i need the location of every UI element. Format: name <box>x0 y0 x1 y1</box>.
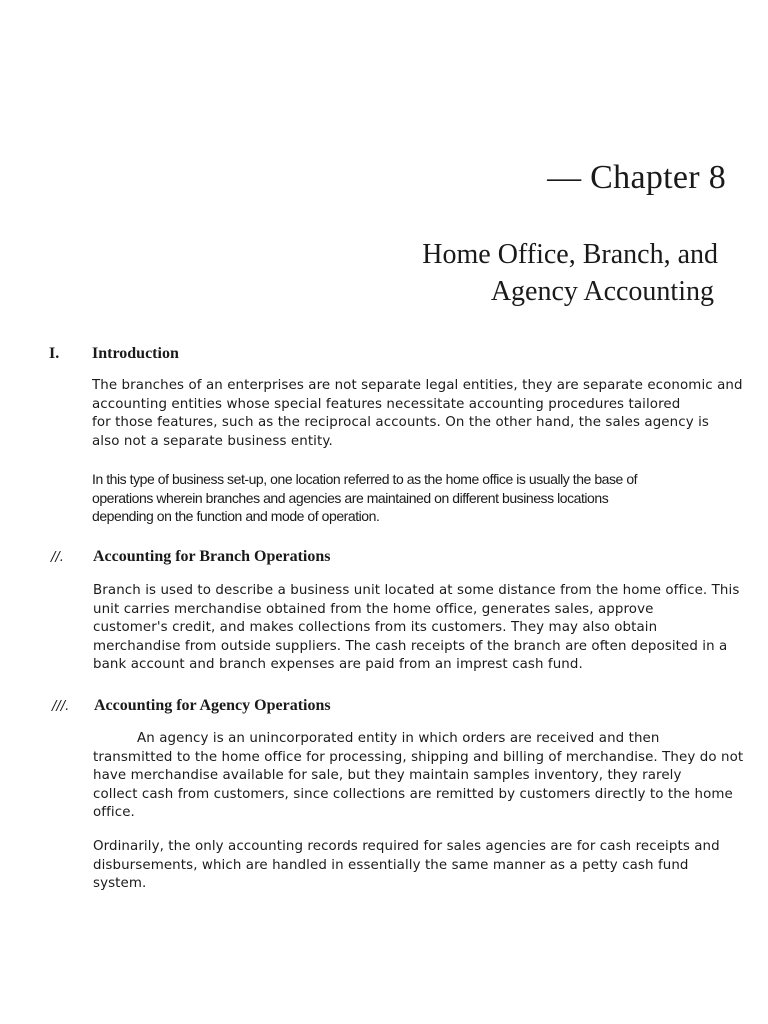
paragraph-line: unit carries merchandise obtained from the home office, generates sales, approve <box>93 601 654 617</box>
paragraph-line: Branch is used to describe a business unit located at some distance from the home office. This <box>93 583 740 598</box>
paragraph-line: An agency is an unincorporated entity in which orders are received and then <box>137 731 660 746</box>
section-number: ///. <box>52 699 70 714</box>
chapter-title: — Chapter 8 <box>547 159 726 196</box>
paragraph <box>93 730 753 823</box>
paragraph <box>92 377 752 451</box>
paragraph-line: office. <box>93 805 135 821</box>
chapter-subtitle <box>422 236 718 310</box>
paragraph <box>93 582 753 675</box>
paragraph-line: bank account and branch expenses are paid from an imprest cash fund. <box>93 657 583 673</box>
paragraph-line: Ordinarily, the only accounting records required for sales agencies are for cash receipts and <box>93 839 720 854</box>
chapter-subtitle-line: Home Office, Branch, and <box>422 239 718 270</box>
paragraph-line: transmitted to the home office for processing, shipping and billing of merchandise. They do not <box>93 749 744 765</box>
paragraph-line: collect cash from customers, since collections are remitted by customers directly to the home <box>93 786 733 802</box>
paragraph <box>92 470 752 526</box>
section-number: I. <box>49 345 60 362</box>
section-heading: Accounting for Agency Operations <box>94 697 331 714</box>
paragraph-line: The branches of an enterprises are not separate legal entities, they are separate economic and <box>92 378 743 393</box>
paragraph-line: have merchandise available for sale, but they maintain samples inventory, they rarely <box>93 768 682 784</box>
paragraph-line: accounting entities whose special features necessitate accounting procedures tailored <box>92 396 681 412</box>
paragraph-line: disbursements, which are handled in essentially the same manner as a petty cash fund <box>93 857 689 873</box>
paragraph-line: system. <box>93 876 147 892</box>
paragraph-line: In this type of business set-up, one location referred to as the home office is usually the base of <box>92 471 638 487</box>
paragraph-line: depending on the function and mode of operation. <box>92 508 380 525</box>
paragraph-line: merchandise from outside suppliers. The cash receipts of the branch are often deposited in a <box>93 638 728 654</box>
section-number: //. <box>51 550 64 565</box>
section-heading: Introduction <box>92 345 179 362</box>
paragraph-line: also not a separate business entity. <box>92 433 333 449</box>
chapter-subtitle-line: Agency Accounting <box>490 276 714 307</box>
paragraph-line: customer's credit, and makes collections from its customers. They may also obtain <box>93 620 658 636</box>
paragraph <box>93 838 753 894</box>
paragraph-line: operations wherein branches and agencies are maintained on different business locations <box>92 489 609 506</box>
section-heading: Accounting for Branch Operations <box>93 548 331 565</box>
paragraph-line: for those features, such as the reciprocal accounts. On the other hand, the sales agency is <box>92 415 709 431</box>
